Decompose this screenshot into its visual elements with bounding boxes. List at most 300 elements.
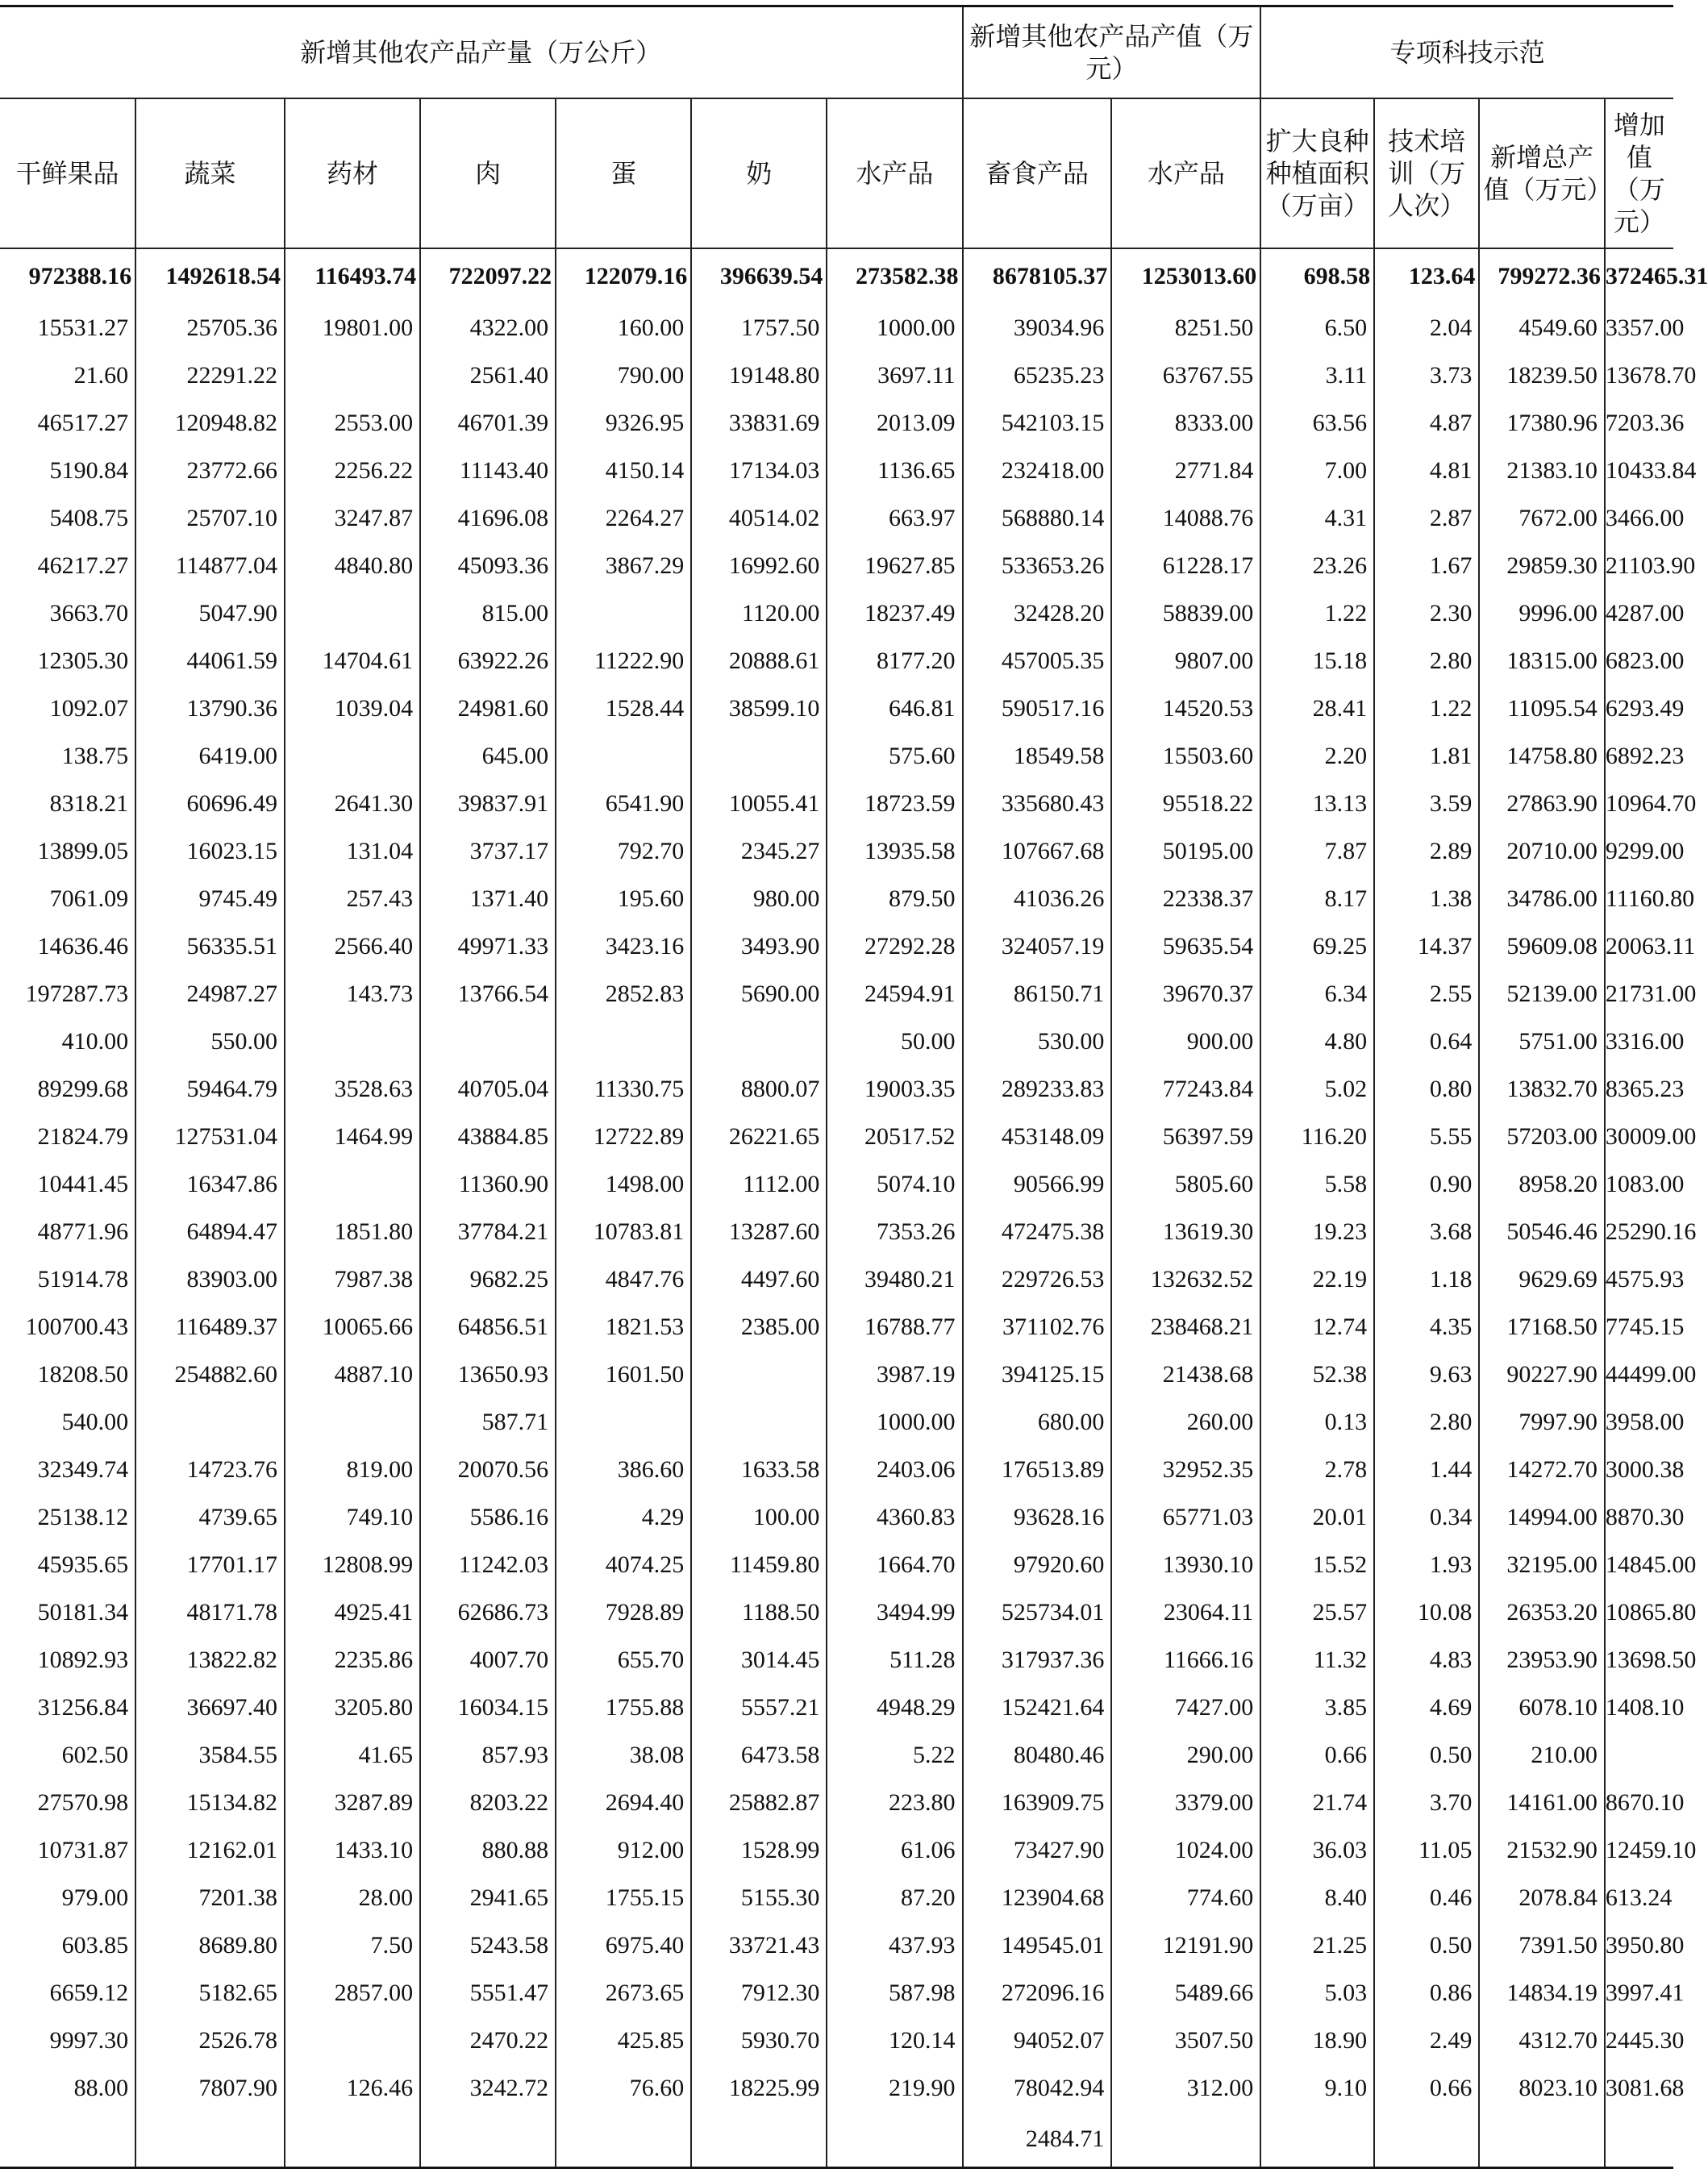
table-cell: 152421.64 <box>963 1684 1112 1731</box>
table-cell: 10441.45 <box>0 1160 135 1208</box>
table-row <box>0 447 1673 494</box>
table-cell: 36697.40 <box>135 1684 285 1731</box>
column-header-row <box>0 98 1673 248</box>
table-cell: 0.66 <box>1374 2064 1479 2112</box>
table-cell: 24981.60 <box>420 685 556 732</box>
table-cell: 28.00 <box>285 1874 420 1921</box>
table-cell: 22.19 <box>1260 1255 1374 1303</box>
table-cell: 0.34 <box>1374 1493 1479 1541</box>
table-cell: 9299.00 <box>1605 827 1673 875</box>
table-cell: 2857.00 <box>285 1969 420 2017</box>
table-cell: 14272.70 <box>1479 1446 1604 1493</box>
table-cell: 1092.07 <box>0 685 135 732</box>
table-cell: 126.46 <box>285 2064 420 2112</box>
table-cell: 27863.90 <box>1479 780 1604 827</box>
table-cell: 2445.30 <box>1605 2017 1673 2064</box>
table-cell: 13832.70 <box>1479 1065 1604 1113</box>
table-cell <box>1479 2112 1604 2168</box>
group-header-demo: 专项科技示范 <box>1260 6 1673 99</box>
table-cell: 62686.73 <box>420 1588 556 1636</box>
table-cell: 1528.99 <box>691 1826 827 1874</box>
table-cell: 14088.76 <box>1111 494 1260 542</box>
table-cell: 5.55 <box>1374 1113 1479 1160</box>
table-cell: 20063.11 <box>1605 922 1673 970</box>
table-cell: 116489.37 <box>135 1303 285 1351</box>
table-cell: 114877.04 <box>135 542 285 589</box>
table-cell: 15134.82 <box>135 1779 285 1826</box>
table-cell <box>691 1351 827 1398</box>
table-cell: 425.85 <box>556 2017 691 2064</box>
table-cell: 29859.30 <box>1479 542 1604 589</box>
table-cell: 2484.71 <box>963 2112 1112 2168</box>
table-cell: 41036.26 <box>963 875 1112 922</box>
table-cell: 64856.51 <box>420 1303 556 1351</box>
table-cell: 1.18 <box>1374 1255 1479 1303</box>
table-cell: 7427.00 <box>1111 1684 1260 1731</box>
table-cell: 100.00 <box>691 1493 827 1541</box>
table-cell: 1851.80 <box>285 1208 420 1255</box>
col-seed-area: 扩大良种种植面积（万亩） <box>1260 98 1374 248</box>
table-cell: 7928.89 <box>556 1588 691 1636</box>
table-cell: 83903.00 <box>135 1255 285 1303</box>
table-cell: 1024.00 <box>1111 1826 1260 1874</box>
table-cell: 11666.16 <box>1111 1636 1260 1684</box>
table-cell: 335680.43 <box>963 780 1112 827</box>
table-row <box>0 542 1673 589</box>
table-cell: 26221.65 <box>691 1113 827 1160</box>
table-cell: 32952.35 <box>1111 1446 1260 1493</box>
table-cell: 3423.16 <box>556 922 691 970</box>
table-cell: 18315.00 <box>1479 637 1604 685</box>
table-cell <box>1260 2112 1374 2168</box>
table-cell: 3493.90 <box>691 922 827 970</box>
table-cell: 289233.83 <box>963 1065 1112 1113</box>
table-row <box>0 780 1673 827</box>
table-cell: 542103.15 <box>963 399 1112 447</box>
table-cell: 1039.04 <box>285 685 420 732</box>
table-cell: 4549.60 <box>1479 304 1604 352</box>
table-row <box>0 970 1673 1018</box>
table-cell: 46701.39 <box>420 399 556 447</box>
table-cell: 120.14 <box>827 2017 962 2064</box>
table-cell: 11.05 <box>1374 1826 1479 1874</box>
table-cell: 0.64 <box>1374 1018 1479 1065</box>
table-cell: 4575.93 <box>1605 1255 1673 1303</box>
table-cell: 38599.10 <box>691 685 827 732</box>
table-cell: 12305.30 <box>0 637 135 685</box>
table-cell: 590517.16 <box>963 685 1112 732</box>
table-row <box>0 1921 1673 1969</box>
table-row <box>0 875 1673 922</box>
table-cell: 16347.86 <box>135 1160 285 1208</box>
table-cell: 386.60 <box>556 1446 691 1493</box>
table-cell: 5690.00 <box>691 970 827 1018</box>
table-cell: 568880.14 <box>963 494 1112 542</box>
table-row <box>0 685 1673 732</box>
table-cell: 80480.46 <box>963 1731 1112 1779</box>
table-cell: 13899.05 <box>0 827 135 875</box>
table-row <box>0 1065 1673 1113</box>
table-cell: 23772.66 <box>135 447 285 494</box>
table-cell: 7997.90 <box>1479 1398 1604 1446</box>
table-cell: 3.85 <box>1260 1684 1374 1731</box>
table-cell: 5489.66 <box>1111 1969 1260 2017</box>
table-cell: 722097.22 <box>420 248 556 304</box>
table-cell: 59464.79 <box>135 1065 285 1113</box>
table-cell: 32195.00 <box>1479 1541 1604 1588</box>
table-cell: 5182.65 <box>135 1969 285 2017</box>
table-cell: 453148.09 <box>963 1113 1112 1160</box>
table-row <box>0 1731 1673 1779</box>
table-cell: 680.00 <box>963 1398 1112 1446</box>
table-cell: 63.56 <box>1260 399 1374 447</box>
table-cell: 9997.30 <box>0 2017 135 2064</box>
table-cell: 525734.01 <box>963 1588 1112 1636</box>
table-cell: 50546.46 <box>1479 1208 1604 1255</box>
col-fruit: 干鲜果品 <box>0 98 135 248</box>
table-cell <box>827 2112 962 2168</box>
table-cell <box>285 1398 420 1446</box>
table-cell: 613.24 <box>1605 1874 1673 1921</box>
table-cell: 23.26 <box>1260 542 1374 589</box>
table-cell: 857.93 <box>420 1731 556 1779</box>
table-cell: 2673.65 <box>556 1969 691 2017</box>
table-cell: 4925.41 <box>285 1588 420 1636</box>
table-cell: 0.50 <box>1374 1921 1479 1969</box>
table-cell: 56397.59 <box>1111 1113 1260 1160</box>
table-cell: 1371.40 <box>420 875 556 922</box>
table-cell: 3697.11 <box>827 352 962 399</box>
table-cell <box>691 732 827 780</box>
table-cell: 260.00 <box>1111 1398 1260 1446</box>
table-cell: 1528.44 <box>556 685 691 732</box>
table-row <box>0 1018 1673 1065</box>
table-cell: 7353.26 <box>827 1208 962 1255</box>
table-cell: 1601.50 <box>556 1351 691 1398</box>
table-cell: 587.98 <box>827 1969 962 2017</box>
table-cell: 30009.00 <box>1605 1113 1673 1160</box>
table-cell: 8689.80 <box>135 1921 285 1969</box>
table-row <box>0 399 1673 447</box>
table-cell: 2771.84 <box>1111 447 1260 494</box>
table-cell: 4497.60 <box>691 1255 827 1303</box>
table-cell: 45093.36 <box>420 542 556 589</box>
table-cell: 13287.60 <box>691 1208 827 1255</box>
table-cell: 4007.70 <box>420 1636 556 1684</box>
table-cell: 371102.76 <box>963 1303 1112 1351</box>
table-cell: 9996.00 <box>1479 589 1604 637</box>
table-cell: 10964.70 <box>1605 780 1673 827</box>
table-cell <box>556 732 691 780</box>
table-cell: 116493.74 <box>285 248 420 304</box>
table-cell: 1498.00 <box>556 1160 691 1208</box>
table-cell <box>285 352 420 399</box>
table-cell: 6.34 <box>1260 970 1374 1018</box>
table-cell: 5074.10 <box>827 1160 962 1208</box>
table-cell <box>1111 2112 1260 2168</box>
table-cell: 17380.96 <box>1479 399 1604 447</box>
table-cell: 15.18 <box>1260 637 1374 685</box>
table-cell: 9.63 <box>1374 1351 1479 1398</box>
table-cell: 40705.04 <box>420 1065 556 1113</box>
table-cell: 4287.00 <box>1605 589 1673 637</box>
table-cell: 5.02 <box>1260 1065 1374 1113</box>
table-cell: 17701.17 <box>135 1541 285 1588</box>
table-cell <box>285 732 420 780</box>
table-cell: 7745.15 <box>1605 1303 1673 1351</box>
table-cell: 195.60 <box>556 875 691 922</box>
table-cell: 18549.58 <box>963 732 1112 780</box>
table-cell: 25.57 <box>1260 1588 1374 1636</box>
table-cell: 25705.36 <box>135 304 285 352</box>
table-cell: 6892.23 <box>1605 732 1673 780</box>
table-cell: 879.50 <box>827 875 962 922</box>
table-cell: 8670.10 <box>1605 1779 1673 1826</box>
table-cell: 12191.90 <box>1111 1921 1260 1969</box>
table-cell: 238468.21 <box>1111 1303 1260 1351</box>
table-cell: 9.10 <box>1260 2064 1374 2112</box>
table-cell <box>1374 2112 1479 2168</box>
table-cell: 3287.89 <box>285 1779 420 1826</box>
table-cell: 8023.10 <box>1479 2064 1604 2112</box>
table-cell: 73427.90 <box>963 1826 1112 1874</box>
table-cell: 14520.53 <box>1111 685 1260 732</box>
table-cell: 116.20 <box>1260 1113 1374 1160</box>
table-cell: 61228.17 <box>1111 542 1260 589</box>
table-cell: 107667.68 <box>963 827 1112 875</box>
table-cell: 10731.87 <box>0 1826 135 1874</box>
table-cell: 4.81 <box>1374 447 1479 494</box>
table-cell: 1120.00 <box>691 589 827 637</box>
table-cell: 43884.85 <box>420 1113 556 1160</box>
table-cell: 603.85 <box>0 1921 135 1969</box>
table-cell: 8678105.37 <box>963 248 1112 304</box>
table-cell: 60696.49 <box>135 780 285 827</box>
table-cell: 22291.22 <box>135 352 285 399</box>
table-cell: 20888.61 <box>691 637 827 685</box>
table-cell: 815.00 <box>420 589 556 637</box>
table-row <box>0 494 1673 542</box>
table-cell: 21383.10 <box>1479 447 1604 494</box>
table-cell: 123904.68 <box>963 1874 1112 1921</box>
table-row <box>0 1684 1673 1731</box>
table-cell: 4360.83 <box>827 1493 962 1541</box>
table-cell: 63922.26 <box>420 637 556 685</box>
table-cell <box>1605 1731 1673 1779</box>
table-cell: 4887.10 <box>285 1351 420 1398</box>
table-cell: 2.49 <box>1374 2017 1479 2064</box>
table-cell: 93628.16 <box>963 1493 1112 1541</box>
table-cell: 2.80 <box>1374 1398 1479 1446</box>
table-cell: 4074.25 <box>556 1541 691 1588</box>
table-cell: 3247.87 <box>285 494 420 542</box>
table-cell: 9745.49 <box>135 875 285 922</box>
table-cell: 2526.78 <box>135 2017 285 2064</box>
table-cell: 2256.22 <box>285 447 420 494</box>
table-cell: 65771.03 <box>1111 1493 1260 1541</box>
table-cell: 972388.16 <box>0 248 135 304</box>
table-cell: 5047.90 <box>135 589 285 637</box>
table-cell: 39837.91 <box>420 780 556 827</box>
table-cell: 7391.50 <box>1479 1921 1604 1969</box>
table-row <box>0 1303 1673 1351</box>
table-cell: 1755.88 <box>556 1684 691 1731</box>
table-cell: 5586.16 <box>420 1493 556 1541</box>
table-cell: 2013.09 <box>827 399 962 447</box>
table-cell: 7061.09 <box>0 875 135 922</box>
table-cell: 575.60 <box>827 732 962 780</box>
table-cell: 12722.89 <box>556 1113 691 1160</box>
table-cell: 25290.16 <box>1605 1208 1673 1255</box>
table-cell: 6473.58 <box>691 1731 827 1779</box>
table-cell: 2235.86 <box>285 1636 420 1684</box>
table-cell: 645.00 <box>420 732 556 780</box>
table-cell: 4739.65 <box>135 1493 285 1541</box>
table-cell: 2941.65 <box>420 1874 556 1921</box>
table-row <box>0 1969 1673 2017</box>
table-cell: 25882.87 <box>691 1779 827 1826</box>
table-cell: 13930.10 <box>1111 1541 1260 1588</box>
table-cell: 22338.37 <box>1111 875 1260 922</box>
table-cell: 14704.61 <box>285 637 420 685</box>
table-cell: 15.52 <box>1260 1541 1374 1588</box>
table-row <box>0 1779 1673 1826</box>
table-cell: 39480.21 <box>827 1255 962 1303</box>
table-cell: 8958.20 <box>1479 1160 1604 1208</box>
table-row <box>0 1398 1673 1446</box>
table-cell: 56335.51 <box>135 922 285 970</box>
table-cell: 0.80 <box>1374 1065 1479 1113</box>
table-cell: 2.80 <box>1374 637 1479 685</box>
table-cell: 232418.00 <box>963 447 1112 494</box>
col-aquatic-value: 水产品 <box>1111 98 1260 248</box>
table-cell: 3737.17 <box>420 827 556 875</box>
table-cell: 37784.21 <box>420 1208 556 1255</box>
table-cell: 11.32 <box>1260 1636 1374 1684</box>
table-cell: 14723.76 <box>135 1446 285 1493</box>
table-row <box>0 922 1673 970</box>
table-cell: 8.17 <box>1260 875 1374 922</box>
table-cell: 69.25 <box>1260 922 1374 970</box>
table-cell: 272096.16 <box>963 1969 1112 2017</box>
table-cell: 18225.99 <box>691 2064 827 2112</box>
table-cell: 372465.31 <box>1605 248 1673 304</box>
table-cell: 2852.83 <box>556 970 691 1018</box>
table-cell: 33831.69 <box>691 399 827 447</box>
table-cell: 15503.60 <box>1111 732 1260 780</box>
table-cell: 7987.38 <box>285 1255 420 1303</box>
col-aquatic: 水产品 <box>827 98 962 248</box>
table-cell <box>285 1018 420 1065</box>
table-cell: 11160.80 <box>1605 875 1673 922</box>
table-cell: 3950.80 <box>1605 1921 1673 1969</box>
table-cell: 7201.38 <box>135 1874 285 1921</box>
table-cell: 1112.00 <box>691 1160 827 1208</box>
table-cell: 13790.36 <box>135 685 285 732</box>
table-cell: 880.88 <box>420 1826 556 1874</box>
table-cell: 912.00 <box>556 1826 691 1874</box>
table-cell: 19801.00 <box>285 304 420 352</box>
table-cell: 2.30 <box>1374 589 1479 637</box>
table-cell: 10892.93 <box>0 1636 135 1684</box>
table-cell: 7912.30 <box>691 1969 827 2017</box>
table-cell: 160.00 <box>556 304 691 352</box>
table-cell: 8.40 <box>1260 1874 1374 1921</box>
table-cell: 273582.38 <box>827 248 962 304</box>
table-cell: 2641.30 <box>285 780 420 827</box>
table-cell <box>0 2112 135 2168</box>
table-cell: 799272.36 <box>1479 248 1604 304</box>
table-cell: 2078.84 <box>1479 1874 1604 1921</box>
table-cell: 40514.02 <box>691 494 827 542</box>
table-cell: 792.70 <box>556 827 691 875</box>
table-row <box>0 1541 1673 1588</box>
table-cell: 100700.43 <box>0 1303 135 1351</box>
table-cell: 312.00 <box>1111 2064 1260 2112</box>
table-cell: 6823.00 <box>1605 637 1673 685</box>
table-cell: 88.00 <box>0 2064 135 2112</box>
table-cell: 131.04 <box>285 827 420 875</box>
table-cell: 4.29 <box>556 1493 691 1541</box>
table-row <box>0 637 1673 685</box>
table-row <box>0 1208 1673 1255</box>
table-cell: 25138.12 <box>0 1493 135 1541</box>
table-cell: 1083.00 <box>1605 1160 1673 1208</box>
table-cell: 21.60 <box>0 352 135 399</box>
table-cell: 8177.20 <box>827 637 962 685</box>
col-added-value: 增加值（万元） <box>1605 98 1673 248</box>
table-row <box>0 1351 1673 1398</box>
table-cell: 34786.00 <box>1479 875 1604 922</box>
table-cell: 9629.69 <box>1479 1255 1604 1303</box>
table-cell <box>556 1398 691 1446</box>
table-cell: 1.22 <box>1260 589 1374 637</box>
table-cell: 163909.75 <box>963 1779 1112 1826</box>
table-cell: 5551.47 <box>420 1969 556 2017</box>
table-cell: 14994.00 <box>1479 1493 1604 1541</box>
table-cell <box>556 2112 691 2168</box>
table-cell: 23953.90 <box>1479 1636 1604 1684</box>
table-cell: 13766.54 <box>420 970 556 1018</box>
table-cell: 0.90 <box>1374 1160 1479 1208</box>
table-cell: 2.78 <box>1260 1446 1374 1493</box>
table-cell: 1664.70 <box>827 1541 962 1588</box>
table-cell: 4.31 <box>1260 494 1374 542</box>
col-livestock-value: 畜食产品 <box>963 98 1112 248</box>
table-cell: 1757.50 <box>691 304 827 352</box>
table-cell: 1755.15 <box>556 1874 691 1921</box>
table-cell: 20070.56 <box>420 1446 556 1493</box>
table-cell: 38.08 <box>556 1731 691 1779</box>
table-cell: 4.35 <box>1374 1303 1479 1351</box>
table-cell: 2403.06 <box>827 1446 962 1493</box>
table-cell: 4.80 <box>1260 1018 1374 1065</box>
table-cell: 0.50 <box>1374 1731 1479 1779</box>
table-cell: 11330.75 <box>556 1065 691 1113</box>
table-cell: 6975.40 <box>556 1921 691 1969</box>
table-cell: 12162.01 <box>135 1826 285 1874</box>
table-cell: 14636.46 <box>0 922 135 970</box>
table-row <box>0 1446 1673 1493</box>
table-body <box>0 248 1708 2168</box>
table-cell <box>285 589 420 637</box>
table-cell: 120948.82 <box>135 399 285 447</box>
table-cell <box>691 2112 827 2168</box>
table-cell: 1136.65 <box>827 447 962 494</box>
table-cell: 19627.85 <box>827 542 962 589</box>
table-cell: 3014.45 <box>691 1636 827 1684</box>
table-cell: 1253013.60 <box>1111 248 1260 304</box>
